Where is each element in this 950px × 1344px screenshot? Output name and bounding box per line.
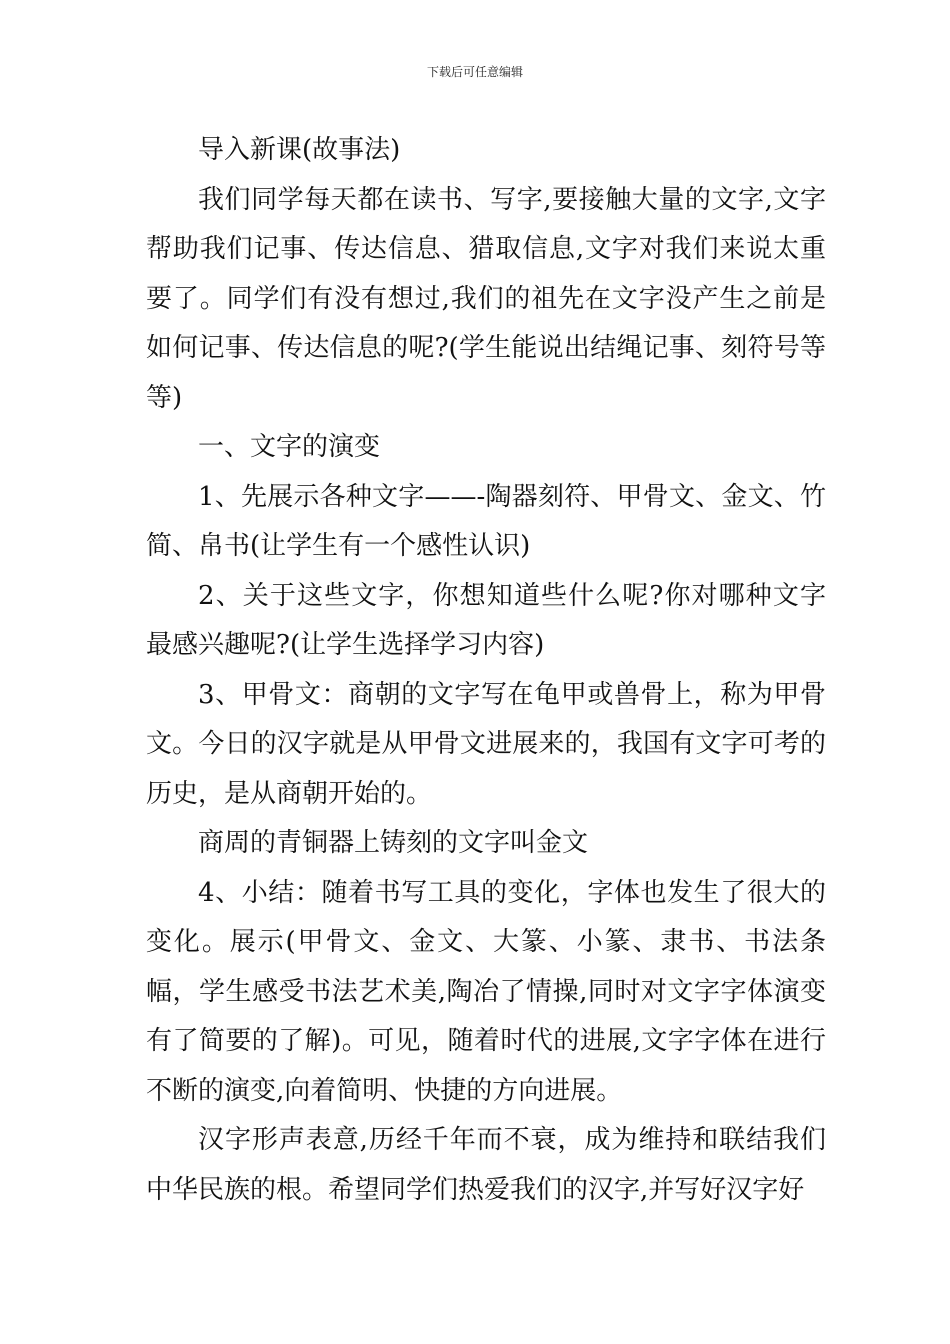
section-heading-evolution: 一、文字的演变 xyxy=(198,432,381,462)
paragraph-intro-heading: 导入新课(故事法) xyxy=(198,135,401,165)
paragraph-bronze-script: 商周的青铜器上铸刻的文字叫金文 xyxy=(198,828,589,858)
paragraph-conclusion: 汉字形声表意,历经千年而不衰，成为维持和联结我们中华民族的根。希望同学们热爱我们的汉字,并写好汉字好 xyxy=(146,1125,826,1205)
paragraph-step-4: 4、小结：随着书写工具的变化，字体也发生了很大的变化。展示(甲骨文、金文、大篆、小篆、隶书、书法条幅，学生感受书法艺术美,陶冶了情操,同时对文字字体演变有了简要的了解)。可见，随着时代的进展,文字字体在进行不断的演变,向着简明、快捷的方向进展。 xyxy=(146,877,826,1106)
paragraph-step-3: 3、甲骨文：商朝的文字写在龟甲或兽骨上，称为甲骨文。今日的汉字就是从甲骨文进展来的，我国有文字可考的历史，是从商朝开始的。 xyxy=(146,679,826,809)
paragraph-step-2: 2、关于这些文字，你想知道些什么呢?你对哪种文字最感兴趣呢?(让学生选择学习内容) xyxy=(146,580,826,660)
document-body xyxy=(146,126,826,1215)
paragraph-step-1: 1、先展示各种文字——-陶器刻符、甲骨文、金文、竹简、帛书(让学生有一个感性认识) xyxy=(146,481,826,561)
paragraph-intro: 我们同学每天都在读书、写字,要接触大量的文字,文字帮助我们记事、传达信息、猎取信息,文字对我们来说太重要了。同学们有没有想过,我们的祖先在文字没产生之前是如何记事、传达信息的呢?(学生能说出结绳记事、刻符号等等) xyxy=(146,184,826,413)
page-header: 下载后可任意编辑 xyxy=(426,65,523,79)
